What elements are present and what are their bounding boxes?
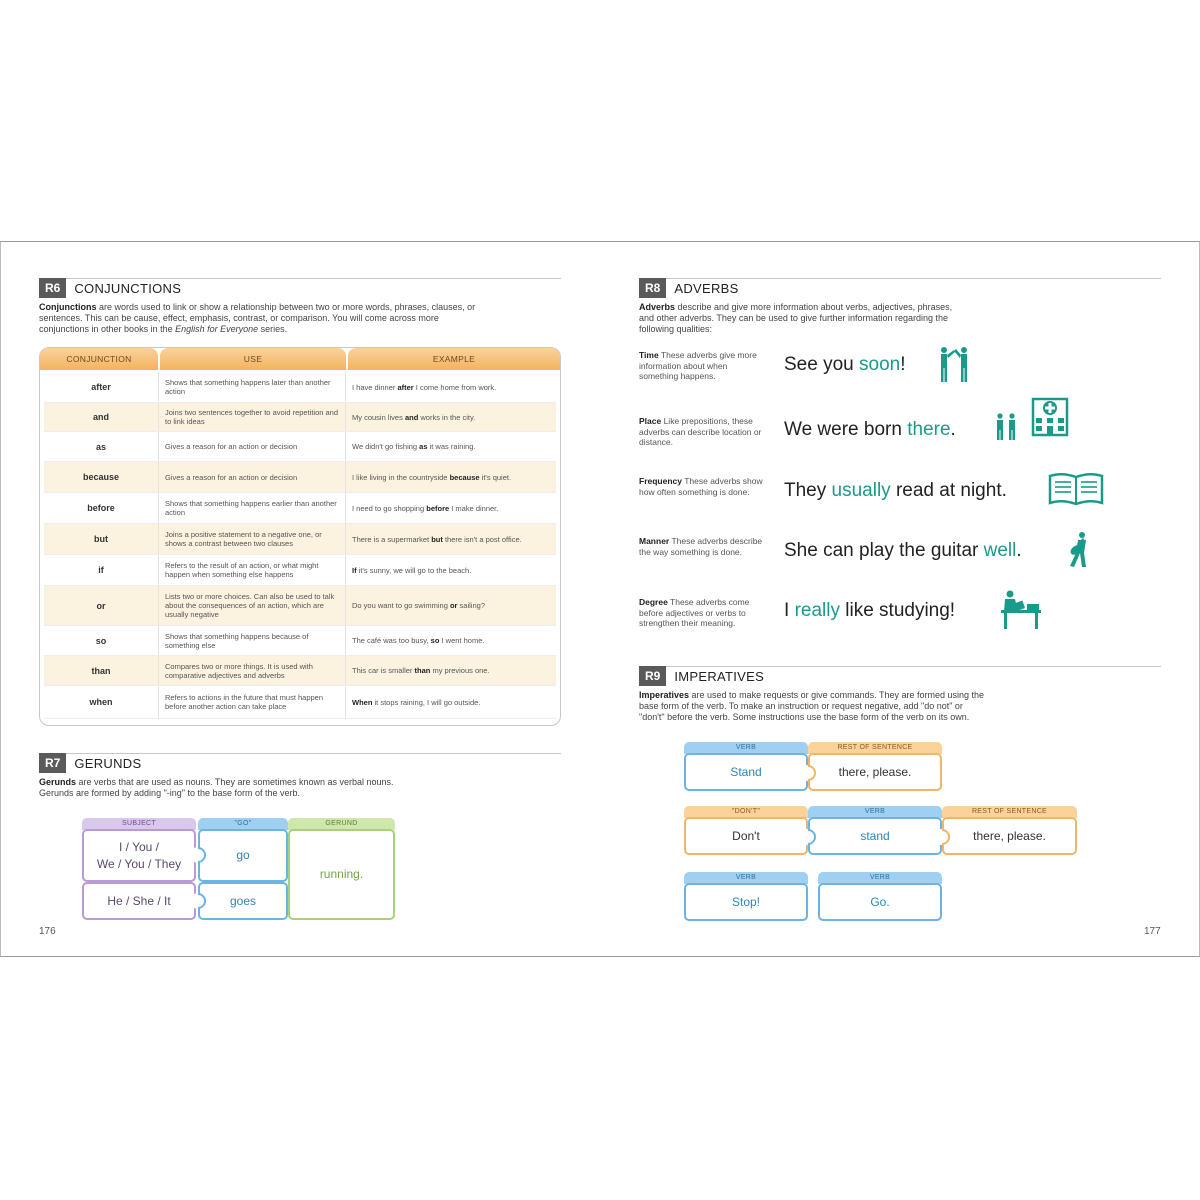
table-row [44,686,556,719]
subject-piece-2 [82,872,196,920]
r8-heading [639,278,1161,298]
subject-text-1b: We / You / They [96,856,182,871]
header-conjunction: CONJUNCTION [40,348,158,370]
imp-verb-piece-3 [684,872,808,921]
adverb-frequency-desc: Frequency These adverbs show how often something is done. [639,476,763,497]
table-row [44,432,556,462]
table-row [44,555,556,586]
go-label: "GO" [198,818,288,830]
verb-label: VERB [818,872,942,884]
r6-intro: Conjunctions are words used to link or show a relationship between two or more words, phrases, clauses, or sentences. This can be cause, effect, emphasis, contrast, or comparison. You will come across more conjunctions in other books in the English for Everyone series. [39,302,476,334]
adverb-degree-sentence: I really like studying! [784,600,956,621]
imp-rest-text-1: there, please. [808,753,942,791]
r7-heading [39,753,561,773]
example-cell: I have dinner after I come home from work. [352,382,497,392]
r7-badge: R7 [39,753,66,773]
adverb-time-desc: Time These adverbs give more information about when something happens. [639,350,757,381]
table-row [44,403,556,432]
adverb-place-sentence: We were born there. [784,419,956,440]
conjunction-cell: so [95,635,107,646]
student-desk-icon [998,588,1044,630]
table-row [44,372,556,403]
r9-intro: Imperatives are used to make requests or give commands. They are formed using the base form of the verb. To make an instruction or request negative, add "do not" or "don't" before the verb. Some instructions use the base form of the verb on its own. [639,690,985,722]
verb-label: VERB [808,806,942,818]
example-cell: If it's sunny, we will go to the beach. [352,565,472,575]
conjunction-cell: when [89,697,113,707]
rest-label: REST OF SENTENCE [942,806,1077,818]
example-cell: When it stops raining, I will go outside. [352,697,481,707]
r8-intro: Adverbs describe and give more information about verbs, adjectives, phrases, and other adverbs. They can be used to give further information regarding the following qualities: [639,302,953,334]
example-cell: This car is smaller than my previous one. [352,666,490,675]
example-cell: There is a supermarket but there isn't a post office. [352,534,522,544]
use-cell: Gives a reason for an action or decision [158,432,346,461]
imp-verb-piece-2 [808,806,942,855]
subject-text-1a: I / You / [118,839,160,854]
imp-verb-text-2: stand [808,817,942,855]
adverb-frequency-sentence: They usually read at night. [784,480,1007,501]
page-number-right: 177 [1144,926,1161,937]
imp-verb-text-1: Stand [684,753,808,791]
use-cell: Lists two or more choices. Can also be used to talk about the consequences of an action, which are usually negative [158,586,346,625]
subject-label: SUBJECT [82,818,196,830]
conjunction-cell: if [98,565,104,575]
example-cell: We didn't go fishing as it was raining. [352,442,476,451]
example-cell: I need to go shopping before I make dinner. [352,503,499,513]
table-body [40,370,560,719]
imp-dont-piece [684,806,808,855]
r9-heading [639,666,1161,686]
imp-verb-text-3: Stop! [684,883,808,921]
r6-badge: R6 [39,278,66,298]
imp-verb-text-4: Go. [818,883,942,921]
imp-verb-piece-1 [684,742,808,791]
use-cell: Shows that something happens earlier than another action [158,493,346,523]
conjunction-cell: because [82,472,120,482]
two-people-icon [934,346,976,384]
table-row [44,524,556,555]
table-row [44,626,556,656]
example-cell: The café was too busy, so I went home. [352,636,485,645]
imp-rest-text-2: there, please. [942,817,1077,855]
r6-heading [39,278,561,298]
table-row [44,462,556,493]
table-row [44,586,556,626]
imp-rest-piece-1 [808,742,942,791]
r7-title: GERUNDS [74,755,142,771]
go-text-1: go [198,829,288,882]
guitarist-icon [1064,531,1092,569]
example-cell: I like living in the countryside because it's quiet. [352,472,512,482]
r9-title: IMPERATIVES [674,668,765,684]
adverb-manner-desc: Manner These adverbs describe the way something is done. [639,536,763,557]
table-header [40,348,560,370]
adverb-time-sentence: See you soon! [784,354,906,375]
gerund-piece [288,818,395,920]
dont-label: "DON'T" [684,806,808,818]
example-cell: Do you want to go swimming or sailing? [352,601,485,610]
adverb-degree-desc: Degree These adverbs come before adjectives or verbs to strengthen their meaning. [639,597,750,628]
r9-badge: R9 [639,666,666,686]
header-example: EXAMPLE [348,348,560,370]
adverb-place-desc: Place Like prepositions, these adverbs can describe location or distance. [639,416,762,447]
use-cell: Shows that something happens later than another action [158,372,346,402]
example-cell: My cousin lives and works in the city. [352,412,476,422]
r8-title: ADVERBS [674,280,739,296]
imp-rest-piece-2 [942,806,1077,855]
use-cell: Joins two sentences together to avoid repetition and to link ideas [158,403,346,431]
use-cell: Gives a reason for an action or decision [158,462,346,492]
use-cell: Refers to actions in the future that must happen before another action can take place [158,686,346,718]
go-piece-2 [198,872,288,920]
imp-dont-text: Don't [684,817,808,855]
r6-title: CONJUNCTIONS [74,280,182,296]
conjunction-cell: or [96,600,106,611]
go-text-2: goes [198,882,288,920]
conjunction-cell: as [95,441,106,452]
hospital-icon [994,396,1070,442]
conjunction-cell: after [91,382,111,392]
use-cell: Refers to the result of an action, or what might happen when something else happens [158,555,346,585]
conjunction-cell: and [92,412,109,422]
r7-intro: Gerunds are verbs that are used as nouns. They are sometimes known as verbal nouns. Gerunds are formed by adding "-ing" to the base form of the verb. [39,777,394,798]
conjunction-cell: but [94,534,108,544]
conjunctions-table [39,347,561,726]
conjunction-cell: than [91,665,111,676]
gerund-text: running. [288,829,395,920]
gerund-label: GERUND [288,818,395,830]
use-cell: Shows that something happens because of something else [158,626,346,655]
verb-label: VERB [684,872,808,884]
imp-verb-piece-4 [818,872,942,921]
table-row [44,656,556,686]
page-number-left: 176 [39,926,56,937]
header-use: USE [160,348,346,370]
table-row [44,493,556,524]
use-cell: Compares two or more things. It is used with comparative adjectives and adverbs [158,656,346,685]
verb-label: VERB [684,742,808,754]
r8-badge: R8 [639,278,666,298]
rest-label: REST OF SENTENCE [808,742,942,754]
open-book-icon [1048,472,1104,506]
use-cell: Joins a positive statement to a negative one, or shows a contrast between two clauses [158,524,346,554]
conjunction-cell: before [87,503,115,513]
adverb-manner-sentence: She can play the guitar well. [784,540,1022,561]
subject-text-2: He / She / It [82,882,196,920]
